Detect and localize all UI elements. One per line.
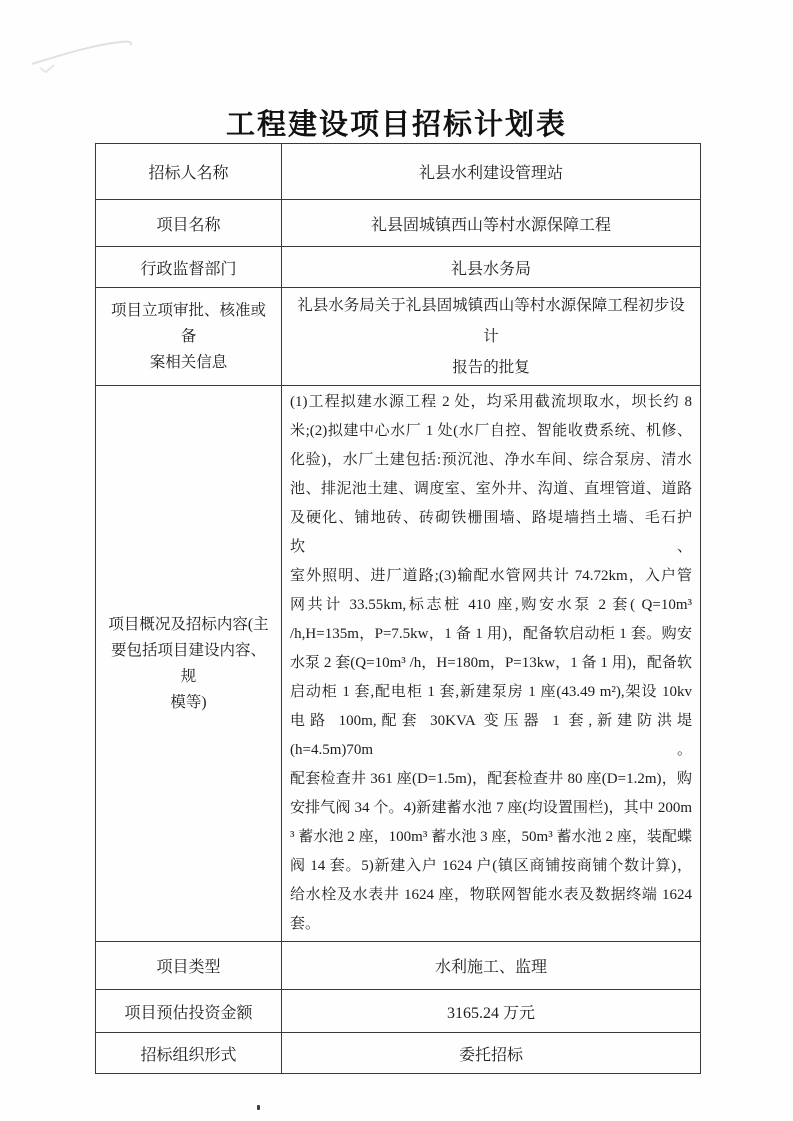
label-project-type: 项目类型: [96, 942, 282, 990]
value-approval-info-line2: 报告的批复: [452, 359, 530, 376]
table-row-tenderer-name: [96, 144, 701, 200]
page-title: 工程建设项目招标计划表: [225, 109, 567, 141]
label-approval-info-line2: 案相关信息: [149, 353, 228, 371]
overview-line-2: 米;(2)拟建中心水厂 1 处(水厂自控、智能收费系统、机修、: [290, 423, 692, 439]
label-project-overview-line2: 要包括项目建设内容、规: [110, 641, 266, 685]
overview-line-4: 池、排泥池土建、调度室、室外井、沟道、直埋管道、道路: [290, 481, 692, 497]
label-approval-info-line1: 项目立项审批、核准或备: [110, 301, 266, 345]
ink-dot-artifact: [257, 1105, 260, 1110]
label-tenderer-name: 招标人名称: [96, 144, 282, 200]
label-project-name: 项目名称: [96, 200, 282, 247]
label-project-overview: [96, 386, 282, 942]
label-project-overview-line1: 项目概况及招标内容(主: [108, 615, 269, 633]
bidding-plan-table: [95, 143, 701, 1074]
value-approval-info-line1: 礼县水务局关于礼县固城镇西山等村水源保障工程初步设计: [297, 297, 685, 345]
table-row-supervising-department: [96, 247, 701, 288]
overview-line-10: 启动柜 1 套,配电柜 1 套,新建泵房 1 座(43.49 m²),架设 10kv: [290, 684, 692, 700]
value-supervising-department: 礼县水务局: [282, 247, 701, 288]
overview-line-17: 套。: [290, 916, 321, 932]
table-row-approval-info: [96, 288, 701, 386]
overview-line-12: 配套检查井 361 座(D=1.5m)，配套检查井 80 座(D=1.2m)，购: [290, 771, 692, 787]
overview-line-15: 阀 14 套。5)新建入户 1624 户(镇区商铺按商铺个数计算)，: [290, 858, 692, 874]
overview-line-6: 室外照明、进厂道路;(3)输配水管网共计 74.72km，入户管: [290, 568, 692, 584]
label-bidding-organization-form: 招标组织形式: [96, 1033, 282, 1074]
overview-line-16: 给水栓及水表井 1624 座，物联网智能水表及数据终端 1624: [290, 887, 692, 903]
value-bidding-organization-form: 委托招标: [282, 1033, 701, 1074]
overview-line-3: 化验)，水厂土建包括:预沉池、净水车间、综合泵房、清水: [290, 452, 692, 468]
value-approval-info: [282, 288, 701, 386]
overview-line-13: 安排气阀 34 个。4)新建蓄水池 7 座(均设置围栏)，其中 200m: [290, 800, 692, 816]
table-row-project-overview: [96, 386, 701, 942]
value-estimated-investment: 3165.24 万元: [282, 990, 701, 1033]
overview-line-7: 网共计 33.55km,标志桩 410 座,购安水泵 2 套( Q=10m³: [290, 597, 692, 613]
table-row-estimated-investment: [96, 990, 701, 1033]
label-supervising-department: 行政监督部门: [96, 247, 282, 288]
table-row-project-type: [96, 942, 701, 990]
value-tenderer-name: 礼县水利建设管理站: [282, 144, 701, 200]
table-row-bidding-organization-form: [96, 1033, 701, 1074]
overview-line-14: ³ 蓄水池 2 座，100m³ 蓄水池 3 座，50m³ 蓄水池 2 座，装配蝶: [290, 829, 692, 845]
overview-line-1: (1)工程拟建水源工程 2 处，均采用截流坝取水，坝长约 8: [290, 394, 692, 410]
pencil-scribble-artifact: [18, 26, 168, 86]
overview-line-9: 水泵 2 套(Q=10m³ /h，H=180m，P=13kw，1 备 1 用)，配备软: [290, 655, 692, 671]
overview-line-5: 及硬化、铺地砖、砖砌铁栅围墙、路堤墙挡土墙、毛石护坎、: [290, 510, 692, 555]
value-project-overview: [282, 386, 701, 942]
label-estimated-investment: 项目预估投资金额: [96, 990, 282, 1033]
value-project-name: 礼县固城镇西山等村水源保障工程: [282, 200, 701, 247]
overview-line-11: 电路 100m,配套 30KVA 变压器 1 套,新建防洪堤(h=4.5m)70m。: [290, 713, 692, 758]
label-project-overview-line3: 模等): [170, 693, 207, 711]
value-project-type: 水利施工、监理: [282, 942, 701, 990]
overview-line-8: /h,H=135m，P=7.5kw，1 备 1 用)，配备软启动柜 1 套。购安: [290, 626, 692, 642]
label-approval-info: [96, 288, 282, 386]
table-row-project-name: [96, 200, 701, 247]
